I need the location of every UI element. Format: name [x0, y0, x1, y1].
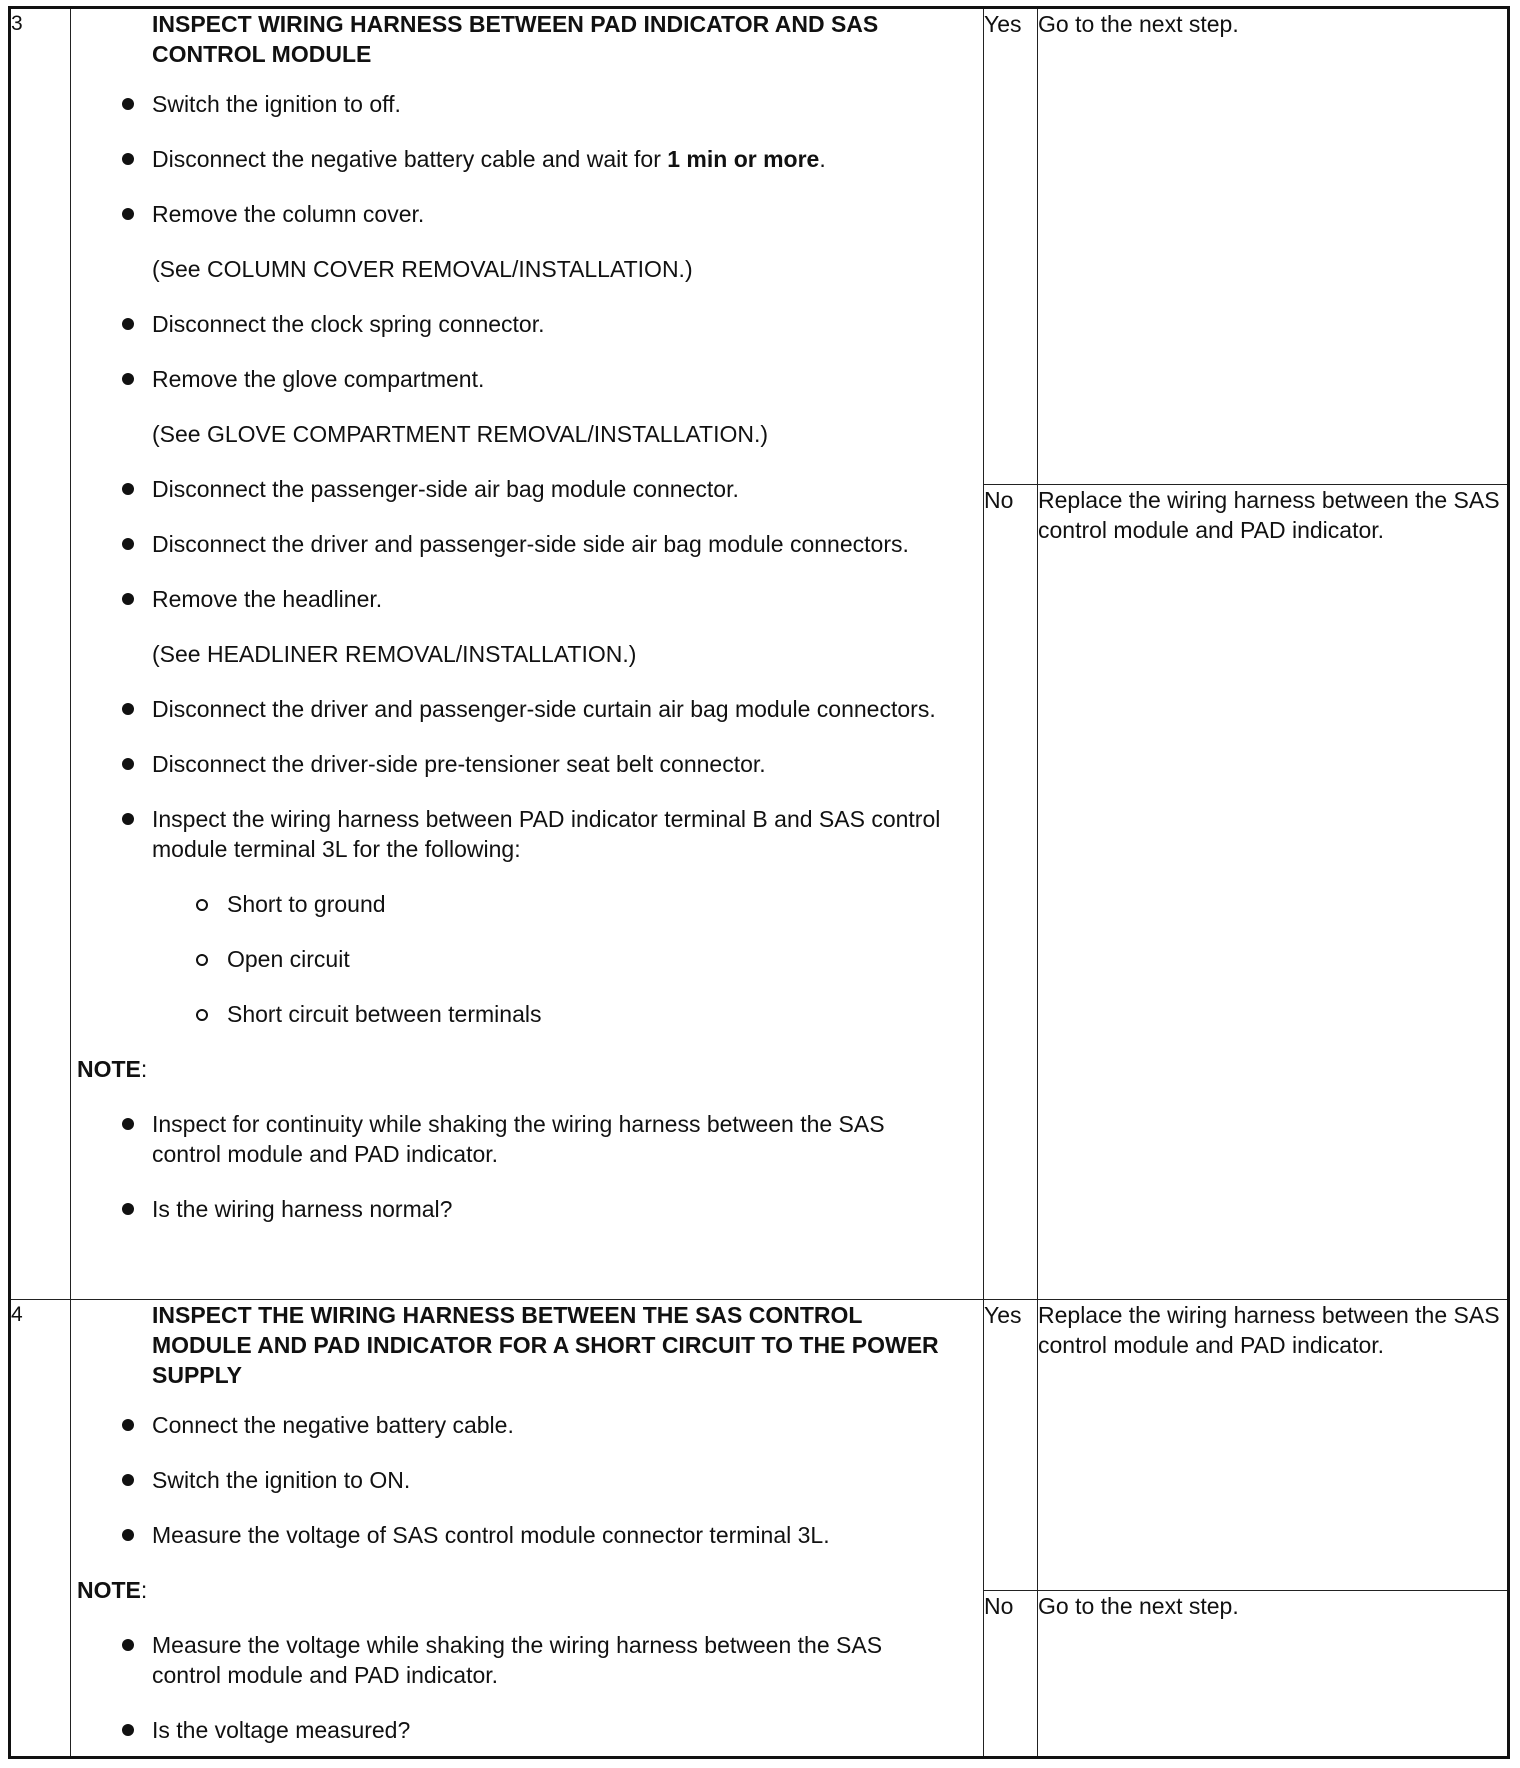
- bullet-icon: [122, 208, 134, 220]
- note-label: NOTE:: [77, 1577, 148, 1603]
- diagnostic-procedure-sheet: [8, 6, 1507, 1759]
- bullet-icon: [122, 1203, 134, 1215]
- circle-bullet-icon: [196, 1009, 208, 1021]
- bullet-icon: [122, 538, 134, 550]
- list-item: Disconnect the passenger-side air bag module connector.: [152, 474, 953, 504]
- sub-list-item: Open circuit: [227, 944, 953, 974]
- list-item: Disconnect the driver and passenger-side side air bag module connectors.: [152, 529, 953, 559]
- reference-text: (See HEADLINER REMOVAL/INSTALLATION.): [152, 641, 637, 667]
- step-4-action: [71, 1300, 984, 1758]
- bullet-icon: [122, 1529, 134, 1541]
- step-3-heading: INSPECT WIRING HARNESS BETWEEN PAD INDICATOR AND SAS CONTROL MODULE: [152, 11, 879, 67]
- step-3-action: [71, 8, 984, 1300]
- step-3-result-no-label: No: [984, 485, 1038, 1300]
- list-item: Remove the glove compartment.: [152, 364, 953, 394]
- question-item: Is the voltage measured?: [152, 1715, 953, 1745]
- step-3-result-yes-action: Go to the next step.: [1038, 8, 1509, 485]
- bullet-icon: [122, 153, 134, 165]
- wait-time: 1 min or more: [667, 146, 820, 172]
- list-item: Switch the ignition to ON.: [152, 1465, 953, 1495]
- bullet-icon: [122, 483, 134, 495]
- list-item: Disconnect the clock spring connector.: [152, 309, 953, 339]
- bullet-icon: [122, 813, 134, 825]
- list-item: Inspect the wiring harness between PAD indicator terminal B and SAS control module terminal 3L for the following:: [152, 804, 953, 864]
- bullet-icon: [122, 593, 134, 605]
- step-3-row-yes: [10, 8, 1509, 485]
- step-4-result-yes-label: Yes: [984, 1300, 1038, 1591]
- bullet-icon: [122, 373, 134, 385]
- step-3-result-no-action: Replace the wiring harness between the SAS control module and PAD indicator.: [1038, 485, 1509, 1300]
- note-label: NOTE:: [77, 1056, 148, 1082]
- circle-bullet-icon: [196, 899, 208, 911]
- list-item: Inspect for continuity while shaking the wiring harness between the SAS control module and PAD indicator.: [152, 1109, 953, 1169]
- bullet-icon: [122, 1419, 134, 1431]
- bullet-icon: [122, 1474, 134, 1486]
- step-4-row-yes: [10, 1300, 1509, 1591]
- list-item: Measure the voltage of SAS control module connector terminal 3L.: [152, 1520, 953, 1550]
- list-item: Measure the voltage while shaking the wiring harness between the SAS control module and PAD indicator.: [152, 1630, 953, 1690]
- step-3-result-yes-label: Yes: [984, 8, 1038, 485]
- bullet-icon: [122, 758, 134, 770]
- diagnostic-table: [8, 6, 1510, 1759]
- list-item: Disconnect the negative battery cable and wait for 1 min or more.: [152, 144, 953, 174]
- list-item: Remove the headliner.: [152, 584, 953, 614]
- bullet-icon: [122, 1118, 134, 1130]
- list-item: Connect the negative battery cable.: [152, 1410, 953, 1440]
- step-4-result-no-label: No: [984, 1591, 1038, 1758]
- sub-list-item: Short to ground: [227, 889, 953, 919]
- bullet-icon: [122, 318, 134, 330]
- circle-bullet-icon: [196, 954, 208, 966]
- list-item: Switch the ignition to off.: [152, 89, 953, 119]
- step-4-heading: INSPECT THE WIRING HARNESS BETWEEN THE SAS CONTROL MODULE AND PAD INDICATOR FOR A SHORT CIRCUIT TO THE POWER SUPPLY: [152, 1302, 939, 1388]
- list-item: Remove the column cover.: [152, 199, 953, 229]
- list-item: Disconnect the driver and passenger-side curtain air bag module connectors.: [152, 694, 953, 724]
- bullet-icon: [122, 703, 134, 715]
- question-item: Is the wiring harness normal?: [152, 1194, 953, 1224]
- step-4-result-yes-action: Replace the wiring harness between the SAS control module and PAD indicator.: [1038, 1300, 1509, 1591]
- reference-text: (See GLOVE COMPARTMENT REMOVAL/INSTALLATION.): [152, 421, 769, 447]
- bullet-icon: [122, 1639, 134, 1651]
- list-item: Disconnect the driver-side pre-tensioner seat belt connector.: [152, 749, 953, 779]
- reference-text: (See COLUMN COVER REMOVAL/INSTALLATION.): [152, 256, 693, 282]
- step-4-result-no-action: Go to the next step.: [1038, 1591, 1509, 1758]
- bullet-icon: [122, 1724, 134, 1736]
- sub-list-item: Short circuit between terminals: [227, 999, 953, 1029]
- step-3-number: 3: [10, 8, 71, 1300]
- step-4-number: 4: [10, 1300, 71, 1758]
- bullet-icon: [122, 98, 134, 110]
